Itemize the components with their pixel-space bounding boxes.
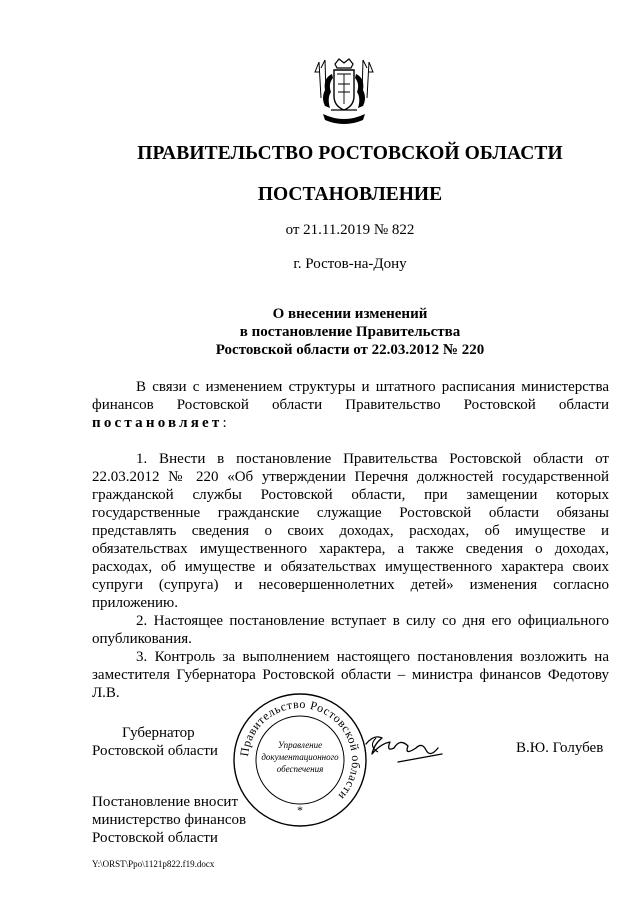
official-stamp [230, 690, 370, 830]
stamp-line-2: документационного [261, 752, 339, 762]
preamble-text: В связи с изменением структуры и штатного расписания министерства финансов Ростовской области Правительство Ростовской области [92, 379, 609, 413]
decree-word: постановляет [92, 415, 223, 431]
svg-text:Правительство Ростовской облас [237, 697, 363, 803]
preamble-paragraph [92, 378, 609, 432]
file-path-footer: Y:\ORST\Ppo\1121p822.f19.docx [92, 859, 215, 869]
subject-line-2: в постановление Правительства [239, 324, 461, 340]
stamp-line-1: Управление [277, 740, 323, 750]
introduced-by-line-1: Постановление вносит [92, 794, 239, 810]
signatory-title-line-2: Ростовской области [92, 743, 218, 759]
organization-title: ПРАВИТЕЛЬСТВО РОСТОВСКОЙ ОБЛАСТИ [137, 143, 563, 164]
signatory-title-line-1: Губернатор [122, 725, 195, 741]
preamble-colon: : [222, 415, 227, 431]
subject-line-3: Ростовской области от 22.03.2012 № 220 [215, 342, 485, 358]
document-date-number: от 21.11.2019 № 822 [285, 222, 415, 238]
subject-line-1: О внесении изменений [272, 306, 428, 322]
document-city: г. Ростов-на-Дону [293, 256, 407, 272]
stamp-ring-text: Правительство Ростовской области [237, 696, 364, 804]
stamp-line-3: обеспечения [276, 764, 324, 774]
item-3-paragraph: 3. Контроль за выполнением настоящего постановления возложить на заместителя Губернатора Ростовской области – министра финансов Федотову Л.В. [92, 649, 609, 701]
coat-of-arms-icon [313, 58, 375, 128]
document-body [92, 378, 609, 702]
item-1-paragraph: 1. Внести в постановление Правительства Ростовской области от 22.03.2012 № 220 «Об утверждении Перечня должностей государственной гражданской службы Ростовской области, при замещении которых государственные гражданские служащие Ростовской области обязаны представлять сведения о своих доходах, расходах, об имуществе и обязательствах имущественного характера, а также сведения о доходах, расходах, об имуществе и обязательствах имущественного характера своих супруги (супруга) и несовершеннолетних детей» изменения согласно приложению. [92, 451, 609, 611]
signatory-name: В.Ю. Голубев [516, 740, 604, 756]
introduced-by-line-2: министерство финансов [92, 812, 247, 828]
stamp-star: * [297, 803, 303, 817]
document-subject [60, 305, 640, 359]
document-type: ПОСТАНОВЛЕНИЕ [257, 184, 443, 205]
introduced-by [92, 793, 246, 847]
item-2-paragraph: 2. Настоящее постановление вступает в силу со дня его официального опубликования. [92, 613, 609, 647]
handwritten-signature [360, 724, 480, 774]
signatory-title [92, 724, 218, 760]
introduced-by-line-3: Ростовской области [92, 830, 218, 846]
